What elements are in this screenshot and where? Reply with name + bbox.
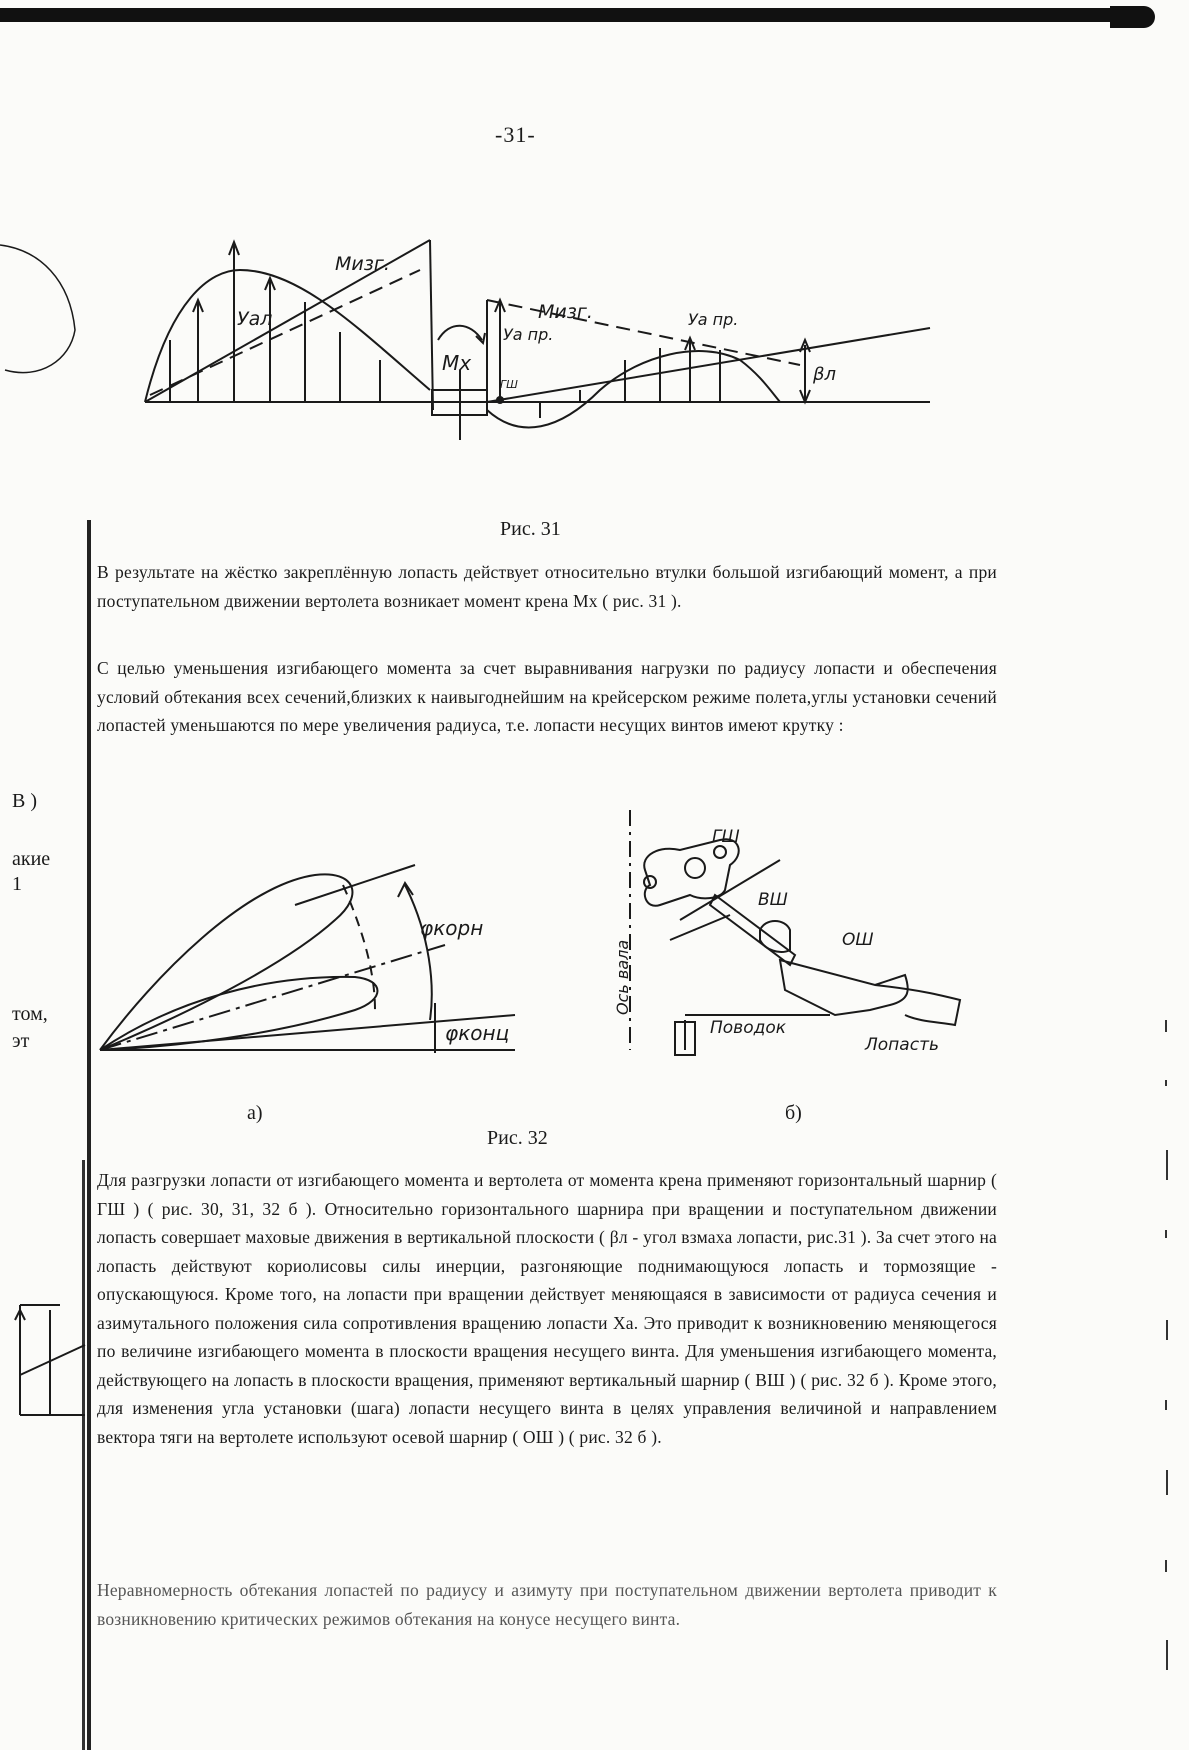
- binding-edge-line-secondary: [82, 1160, 85, 1750]
- margin-fragment-4: том,: [12, 1003, 48, 1025]
- fig31-label-m-bend-right: Мизг.: [538, 301, 593, 323]
- scan-top-border: [0, 8, 1150, 22]
- fig32b-label-hinge-axial: ОШ: [842, 930, 874, 950]
- scan-top-border-tip: [1110, 6, 1155, 28]
- binding-edge-line: [87, 520, 91, 1750]
- figure-32-caption: Рис. 32: [487, 1127, 548, 1149]
- fig31-label-y-a-pr-right: Уa пр.: [688, 310, 739, 329]
- fig32b-label-rod: Поводок: [710, 1018, 787, 1038]
- page-number: -31-: [495, 122, 536, 147]
- fig32a-label-phi-root: φкорн: [420, 916, 484, 940]
- paragraph-1: В результате на жёстко закреплённую лопасть действует относительно втулки большой изгибающий момент, а при поступательном движении вертолета возникает момент крена Мх ( рис. 31 ).: [97, 562, 997, 611]
- figure-32-part-a-label: а): [247, 1102, 263, 1124]
- figure-32-part-b-label: б): [785, 1102, 802, 1124]
- margin-partial-drawing: [0, 1285, 90, 1445]
- fig31-label-m-x: Мх: [442, 351, 472, 375]
- scan-noise-right-edge: [1160, 1000, 1180, 1700]
- paragraph-2: С целью уменьшения изгибающего момента за счет выравнивания нагрузки по радиусу лопасти и обеспечения условий обтекания всех сечений,близких к наивыгоднейшим на крейсерском режиме полета,углы установки сечений лопастей уменьшаются по мере увеличения радиуса, т.е. лопасти несущих винтов имеют крутку :: [97, 658, 997, 735]
- fig31-label-y-a-blade: Уaл: [237, 308, 273, 330]
- paragraph-3: Для разгрузки лопасти от изгибающего момента и вертолета от момента крена применяют горизонтальный шарнир ( ГШ ) ( рис. 30, 31, 32 б ). Относительно горизонтального шарнира при вращении и поступательном движении лопасть совершает маховые движения в вертикальной плоскости ( βл - угол взмаха лопасти, рис.31 ). За счет этого на лопасть действуют кориолисовы силы инерции, разгоняющие поднимающуюся лопасть и тормозящие - опускающуюся. Кроме того, на лопасти при вращении действует меняющаяся в зависимости от радиуса сечения и азимутального положения сила сопротивления вращению лопасти Ха. Это приводит к возникновению меняющегося по величине изгибающего момента в плоскости вращения несущего винта. Для уменьшения изгибающего момента, действующего на лопасть в плоскости вращения, применяют вертикальный шарнир ( ВШ ) ( рис. 32 б ). Кроме этого, для изменения угла установки (шага) лопасти несущего винта в целях управления величиной и направлением вектора тяги на вертолете используют осевой шарнир ( ОШ ) ( рис. 32 б ).: [97, 1170, 997, 1447]
- fig32b-label-shaft-axis: Ось вала: [613, 939, 632, 1015]
- figure-31-caption: Рис. 31: [500, 518, 561, 540]
- figure-32b-rotor-hub: [613, 800, 990, 1070]
- fig32b-label-hinge-h: ГШ: [712, 827, 740, 847]
- fig31-label-m-bend-left: Мизг.: [335, 253, 390, 275]
- fig31-label-y-a-pr-left: Уa пр.: [503, 325, 554, 344]
- figure-31-blade-load-diagram: [0, 240, 960, 465]
- fig32b-label-blade: Лопасть: [865, 1035, 939, 1055]
- margin-fragment-1: В ): [12, 790, 37, 812]
- fig32a-label-phi-tip: φконц: [445, 1021, 510, 1045]
- fig31-label-hinge: ГШ: [500, 378, 518, 391]
- paragraph-4: Неравномерность обтекания лопастей по радиусу и азимуту при поступательном движении вертолета приводит к возникновению критических режимов обтекания на конусе несущего винта.: [97, 1580, 997, 1629]
- margin-fragment-5: эт: [12, 1030, 30, 1052]
- fig32b-label-hinge-v: ВШ: [758, 890, 788, 910]
- fig31-label-beta: βл: [813, 364, 836, 385]
- figure-32a-blade-twist: [95, 825, 565, 1065]
- margin-fragment-3: 1: [12, 873, 22, 895]
- margin-fragment-2: акие: [12, 848, 51, 870]
